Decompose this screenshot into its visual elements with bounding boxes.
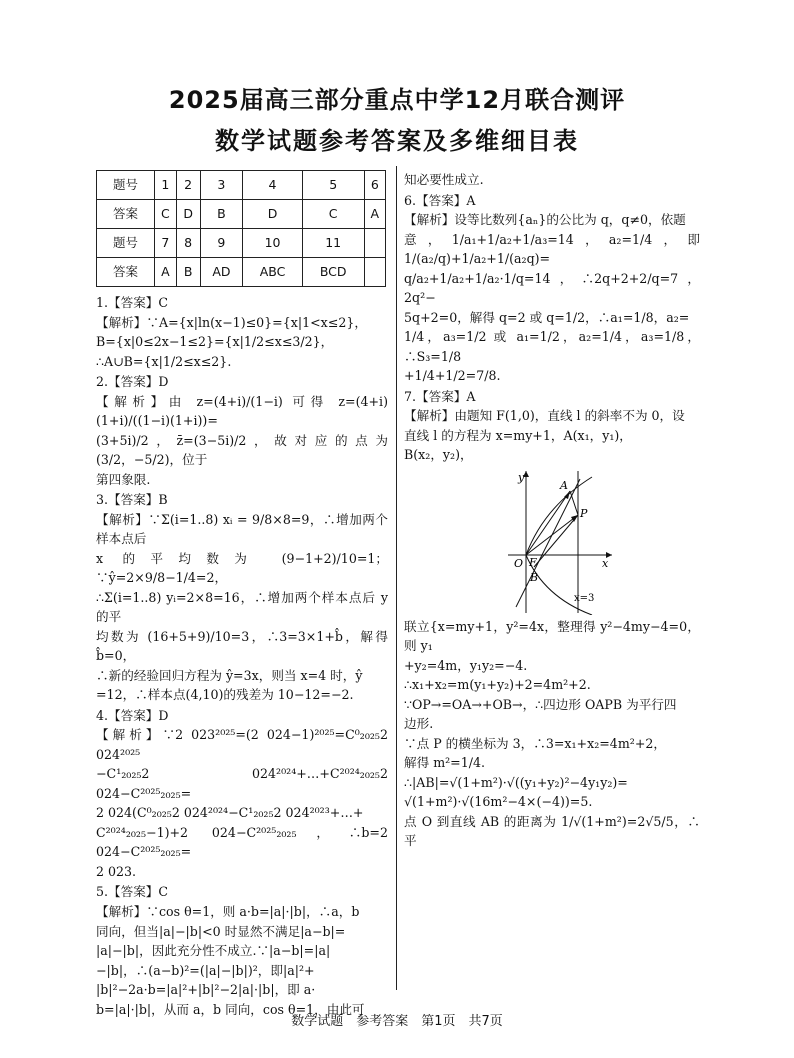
solution-line: 3.【答案】B [96, 492, 168, 508]
solution-line: b=|a|·|b|，从而 a，b 同向，cos θ=1，由此可 [96, 1001, 365, 1017]
answer-table-cell: C [302, 200, 364, 229]
solution-line: ∴A∪B={x|1/2≤x≤2}. [96, 353, 232, 369]
answer-table [96, 170, 386, 287]
answer-table-cell: 答案 [97, 258, 155, 287]
answer-table-cell: AD [200, 258, 243, 287]
answer-table-cell: 3 [200, 171, 243, 200]
solution-line: ∵点 P 的横坐标为 3，∴3=x₁+x₂=4m²+2， [404, 735, 666, 751]
solution-line: 点 O 到直线 AB 的距离为 1/√(1+m²)=2√5/5，∴平 [404, 813, 700, 849]
solution-line: C²⁰²⁴₂₀₂₅−1)+2 024−C²⁰²⁵₂₀₂₅，∴b=2 024−C²⁰²⁵₂₀₂₅= [96, 824, 388, 860]
answer-table-row [97, 200, 386, 229]
answer-table-cell: C [155, 200, 177, 229]
answer-table-cell: ABC [243, 258, 302, 287]
answer-table-cell: 题号 [97, 171, 155, 200]
answer-table-cell: 8 [176, 229, 200, 258]
solution-line: 【解析】由 z=(4+i)/(1−i) 可得 z=(4+i)(1+i)/((1−i)(1+i))= [96, 393, 388, 429]
parabola-graph [504, 467, 614, 615]
solution-line: 【解析】∵A={x|ln(x−1)≤0}={x|1<x≤2}， [96, 314, 367, 330]
solution-line: (3+5i)/2，z̄=(3−5i)/2，故对应的点为(3/2，−5/2)，位于 [96, 432, 388, 468]
solution-line: |a|−|b|，因此充分性不成立.∵|a−b|=|a| [96, 943, 331, 959]
right-solutions-bottom [404, 617, 700, 851]
solution-line: ∴Σ(i=1..8) yᵢ=2×8=16，∴增加两个样本点后 y 的平 [96, 589, 388, 625]
answer-table-cell: 答案 [97, 200, 155, 229]
label-o: O [514, 556, 524, 570]
solution-line: |b|²−2a·b=|a|²+|b|²−2|a|·|b|，即 a· [96, 982, 316, 998]
solution-line: √(1+m²)·√(16m²−4×(−4))=5. [404, 794, 593, 810]
solution-line: 2 024(C⁰₂₀₂₅2 024²⁰²⁴−C¹₂₀₂₅2 024²⁰²³+…+ [96, 805, 364, 821]
label-f: F [529, 555, 537, 569]
solution-line: 边形. [404, 716, 434, 732]
solution-line: 1/4，a₃=1/2 或 a₁=1/2，a₂=1/4，a₃=1/8，∴S₃=1/8 [404, 329, 700, 364]
left-solutions [96, 293, 388, 1019]
solution-line: 【解析】∵2 023²⁰²⁵=(2 024−1)²⁰²⁵=C⁰₂₀₂₅2 024²⁰²⁵ [96, 727, 388, 762]
label-x3: x=3 [574, 592, 595, 604]
answer-table-cell: D [243, 200, 302, 229]
solution-line: 2.【答案】D [96, 374, 169, 390]
solution-line: 【解析】设等比数列{aₙ}的公比为 q，q≠0，依题 [404, 212, 686, 228]
answer-table-cell: 11 [302, 229, 364, 258]
solution-line: =12，∴样本点(4,10)的残差为 10−12=−2. [96, 687, 354, 703]
answer-table-row [97, 229, 386, 258]
answer-table-cell: BCD [302, 258, 364, 287]
solution-line: 直线 l 的方程为 x=my+1，A(x₁，y₁)， [404, 427, 632, 443]
left-column [96, 170, 388, 1019]
solution-line: 联立{x=my+1，y²=4x，整理得 y²−4my−4=0，则 y₁ [404, 618, 700, 654]
solution-line: ∵OP→=OA→+OB→，∴四边形 OAPB 为平行四 [404, 696, 677, 712]
solution-line: x 的平均数为 (9−1+2)/10=1；∵ŷ=2×9/8−1/4=2， [96, 550, 388, 586]
solution-line: 1.【答案】C [96, 295, 169, 310]
answer-table-cell: 题号 [97, 229, 155, 258]
answer-table-cell: 4 [243, 171, 302, 200]
answer-table-cell: 7 [155, 229, 177, 258]
solution-line: 同向，但当|a|−|b|<0 时显然不满足|a−b|= [96, 923, 346, 939]
solution-line: 均数为 (16+5+9)/10=3，∴3=3×1+b̂，解得 b̂=0， [96, 628, 388, 664]
answer-table-cell [364, 258, 385, 287]
solution-line: −C¹₂₀₂₅2 024²⁰²⁴+…+C²⁰²⁴₂₀₂₅2 024−C²⁰²⁵₂₀₂₅= [96, 766, 388, 801]
solution-line: 【解析】由题知 F(1,0)，直线 l 的斜率不为 0，设 [404, 408, 685, 424]
solution-line: 5q+2=0，解得 q=2 或 q=1/2，∴a₁=1/8，a₂= [404, 309, 690, 325]
label-x: x [602, 556, 609, 570]
page-subtitle: 数学试题参考答案及多维细目表 [215, 127, 579, 155]
answer-table-cell: D [176, 200, 200, 229]
solution-line: q/a₂+1/a₂+1/a₂·1/q=14，∴2q+2+2/q=7，2q²− [404, 270, 700, 306]
solution-line: +1/4+1/2=7/8. [404, 368, 501, 384]
solution-line: 4.【答案】D [96, 707, 169, 723]
answer-table-cell: 5 [302, 171, 364, 200]
answer-table-cell: 2 [176, 171, 200, 200]
solution-line: 2 023. [96, 863, 137, 879]
right-column [404, 170, 700, 851]
answer-table-cell: 1 [155, 171, 177, 200]
answer-table-cell: 6 [364, 171, 385, 200]
answer-table-cell: 9 [200, 229, 243, 258]
label-y: y [518, 470, 525, 484]
solution-line: ∴|AB|=√(1+m²)·√((y₁+y₂)²−4y₁y₂)= [404, 774, 628, 790]
segment-ap [570, 491, 578, 515]
answer-table-cell [364, 229, 385, 258]
solution-line: 6.【答案】A [404, 192, 476, 208]
label-a: A [560, 478, 568, 492]
answer-table-row [97, 171, 386, 200]
answer-table-cell: A [364, 200, 385, 229]
answer-table-cell: B [176, 258, 200, 287]
column-divider [396, 166, 397, 990]
label-b: B [530, 570, 539, 584]
solution-line: 【解析】∵cos θ=1，则 a·b=|a|·|b|，∴a，b [96, 903, 360, 919]
solution-line: 意，1/a₁+1/a₂+1/a₃=14，a₂=1/4，即 1/(a₂/q)+1/a₂+1/(a₂q)= [404, 231, 700, 267]
page-footer: 数学试题 参考答案 第1页 共7页 [291, 1014, 503, 1029]
segment-op [526, 515, 578, 555]
solution-line: ∴新的经验回归方程为 ŷ=3x，则当 x=4 时，ŷ [96, 667, 363, 683]
solution-line: ∴x₁+x₂=m(y₁+y₂)+2=4m²+2. [404, 677, 591, 693]
solution-line: 解得 m²=1/4. [404, 755, 486, 771]
right-solutions-top [404, 170, 700, 465]
answer-table-cell: 10 [243, 229, 302, 258]
solution-line: 【解析】∵Σ(i=1..8) xᵢ = 9/8×8=9，∴增加两个样本点后 [96, 511, 388, 547]
answer-table-cell: B [200, 200, 243, 229]
solution-line: −|b|，∴(a−b)²=(|a|−|b|)²，即|a|²+ [96, 962, 315, 978]
solution-line: 5.【答案】C [96, 884, 169, 900]
answer-table-cell: A [155, 258, 177, 287]
label-p: P [580, 506, 588, 520]
solution-line: +y₂=4m，y₁y₂=−4. [404, 657, 528, 673]
solution-line: B={x|0≤2x−1≤2}={x|1/2≤x≤3/2}， [96, 334, 334, 350]
solution-line: B(x₂，y₂)， [404, 447, 473, 463]
solution-line: 第四象限. [96, 471, 151, 487]
answer-table-row [97, 258, 386, 287]
solution-line: 知必要性成立. [404, 172, 484, 187]
page-title: 2025届高三部分重点中学12月联合测评 [168, 86, 626, 114]
vector-op-arrow [571, 515, 578, 522]
solution-line: 7.【答案】A [404, 388, 476, 404]
segment-oa [526, 491, 570, 555]
segment-bp [534, 515, 578, 567]
